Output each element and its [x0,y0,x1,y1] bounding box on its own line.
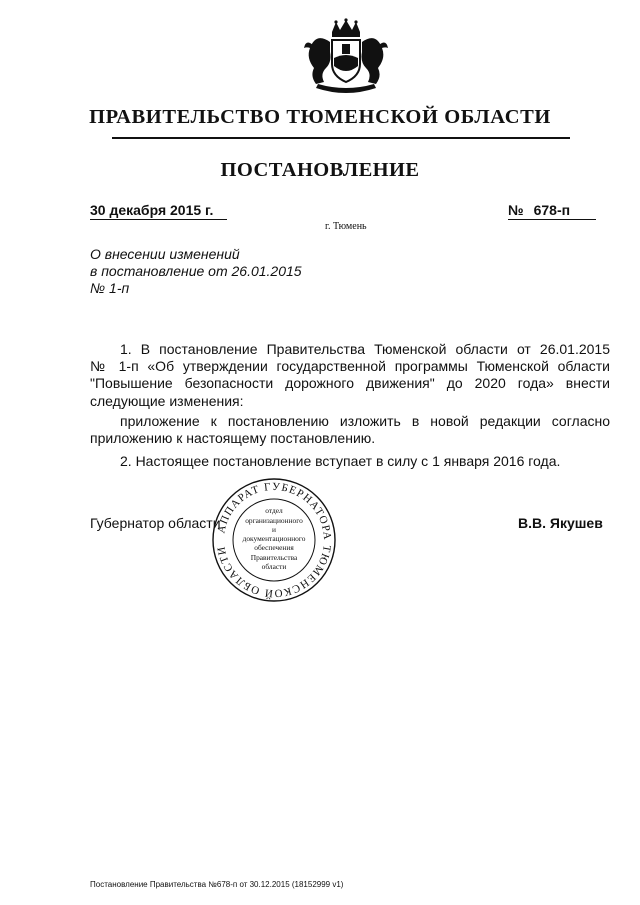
number-value: 678-п [533,202,571,218]
number-sign: № [508,202,524,218]
paragraph-line: 1. В постановление Правительства Тюменской области от 26.01.2015 [120,341,610,357]
official-seal-icon [210,476,338,604]
subject-line: в постановление от 26.01.2015 [90,263,302,279]
paragraph-line: "Повышение безопасности дорожного движения" до 2020 года» внести [90,375,610,392]
svg-text:отдел: отдел [265,506,283,515]
document-number [508,202,596,220]
svg-text:организационного: организационного [245,516,303,525]
paragraph-line: 2. Настоящее постановление вступает в силу с 1 января 2016 года. [120,453,561,469]
document-date: 30 декабря 2015 г. [90,202,227,220]
subject-line: № 1-п [90,280,130,296]
document-city: г. Тюмень [325,221,367,232]
paragraph-line: № 1-п «Об утверждении государственной программы Тюменской области [90,358,610,375]
subject-line: О внесении изменений [90,246,240,262]
government-title: ПРАВИТЕЛЬСТВО ТЮМЕНСКОЙ ОБЛАСТИ [89,106,551,128]
paragraph-line: приложению к настоящему постановлению. [90,430,376,447]
svg-text:Правительства: Правительства [250,553,298,562]
paragraph-1 [90,341,610,410]
svg-text:области: области [261,562,287,571]
svg-text:обеспечения: обеспечения [254,543,294,552]
signatory-name: В.В. Якушев [518,515,603,531]
header-rule [112,137,570,139]
signatory-title: Губернатор области [90,515,221,531]
document-subject [90,246,350,297]
document-type: ПОСТАНОВЛЕНИЕ [220,159,420,181]
coat-of-arms-icon [296,18,396,100]
paragraph-line: приложение к постановлению изложить в новой редакции согласно [120,413,610,429]
document-footer: Постановление Правительства №678-п от 30.12.2015 (18152999 v1) [90,880,344,889]
paragraph-2 [90,413,610,447]
svg-text:документационного: документационного [242,534,306,543]
svg-text:и: и [272,525,276,534]
svg-text:АППАРАТ ГУБЕРНАТОРА ТЮМЕНСКОЙ: АППАРАТ ГУБЕРНАТОРА ТЮМЕНСКОЙ ОБЛАСТИ [215,480,334,600]
paragraph-3 [90,453,610,470]
paragraph-line: следующие изменения: [90,392,244,409]
